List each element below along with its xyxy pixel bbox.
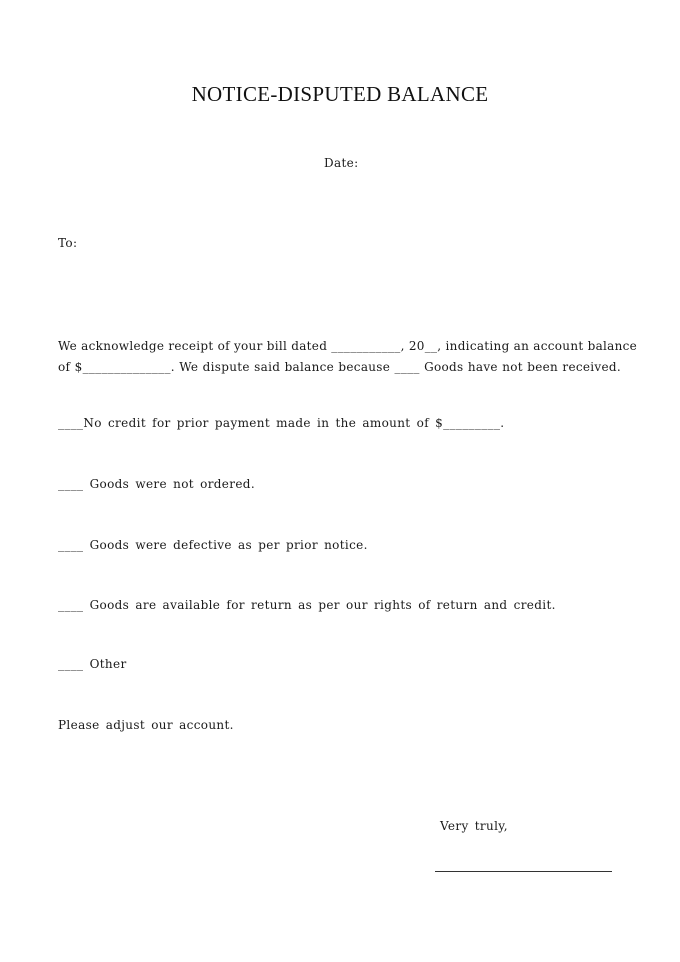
- document-title: NOTICE-DISPUTED BALANCE: [191, 82, 489, 106]
- date-label: Date:: [324, 156, 359, 170]
- signoff: Very truly,: [440, 819, 508, 833]
- dispute-reason-return: ____ Goods are available for return as per our rights of return and credit.: [58, 598, 556, 612]
- paragraph-line-1: We acknowledge receipt of your bill dated ___________, 20__, indicating an account balance: [58, 339, 638, 353]
- dispute-reason-other: ____ Other: [58, 657, 127, 671]
- closing-request: Please adjust our account.: [58, 718, 234, 732]
- dispute-reason-defective: ____ Goods were defective as per prior notice.: [58, 538, 368, 552]
- dispute-reason-no-credit: ____No credit for prior payment made in the amount of $_________.: [58, 416, 505, 430]
- recipient-label: To:: [58, 236, 78, 250]
- paragraph-line-2: of $______________. We dispute said balance because ____ Goods have not been received.: [58, 360, 621, 374]
- dispute-reason-not-ordered: ____ Goods were not ordered.: [58, 477, 255, 491]
- acknowledgement-paragraph: [58, 336, 638, 378]
- signature-line: [435, 871, 612, 872]
